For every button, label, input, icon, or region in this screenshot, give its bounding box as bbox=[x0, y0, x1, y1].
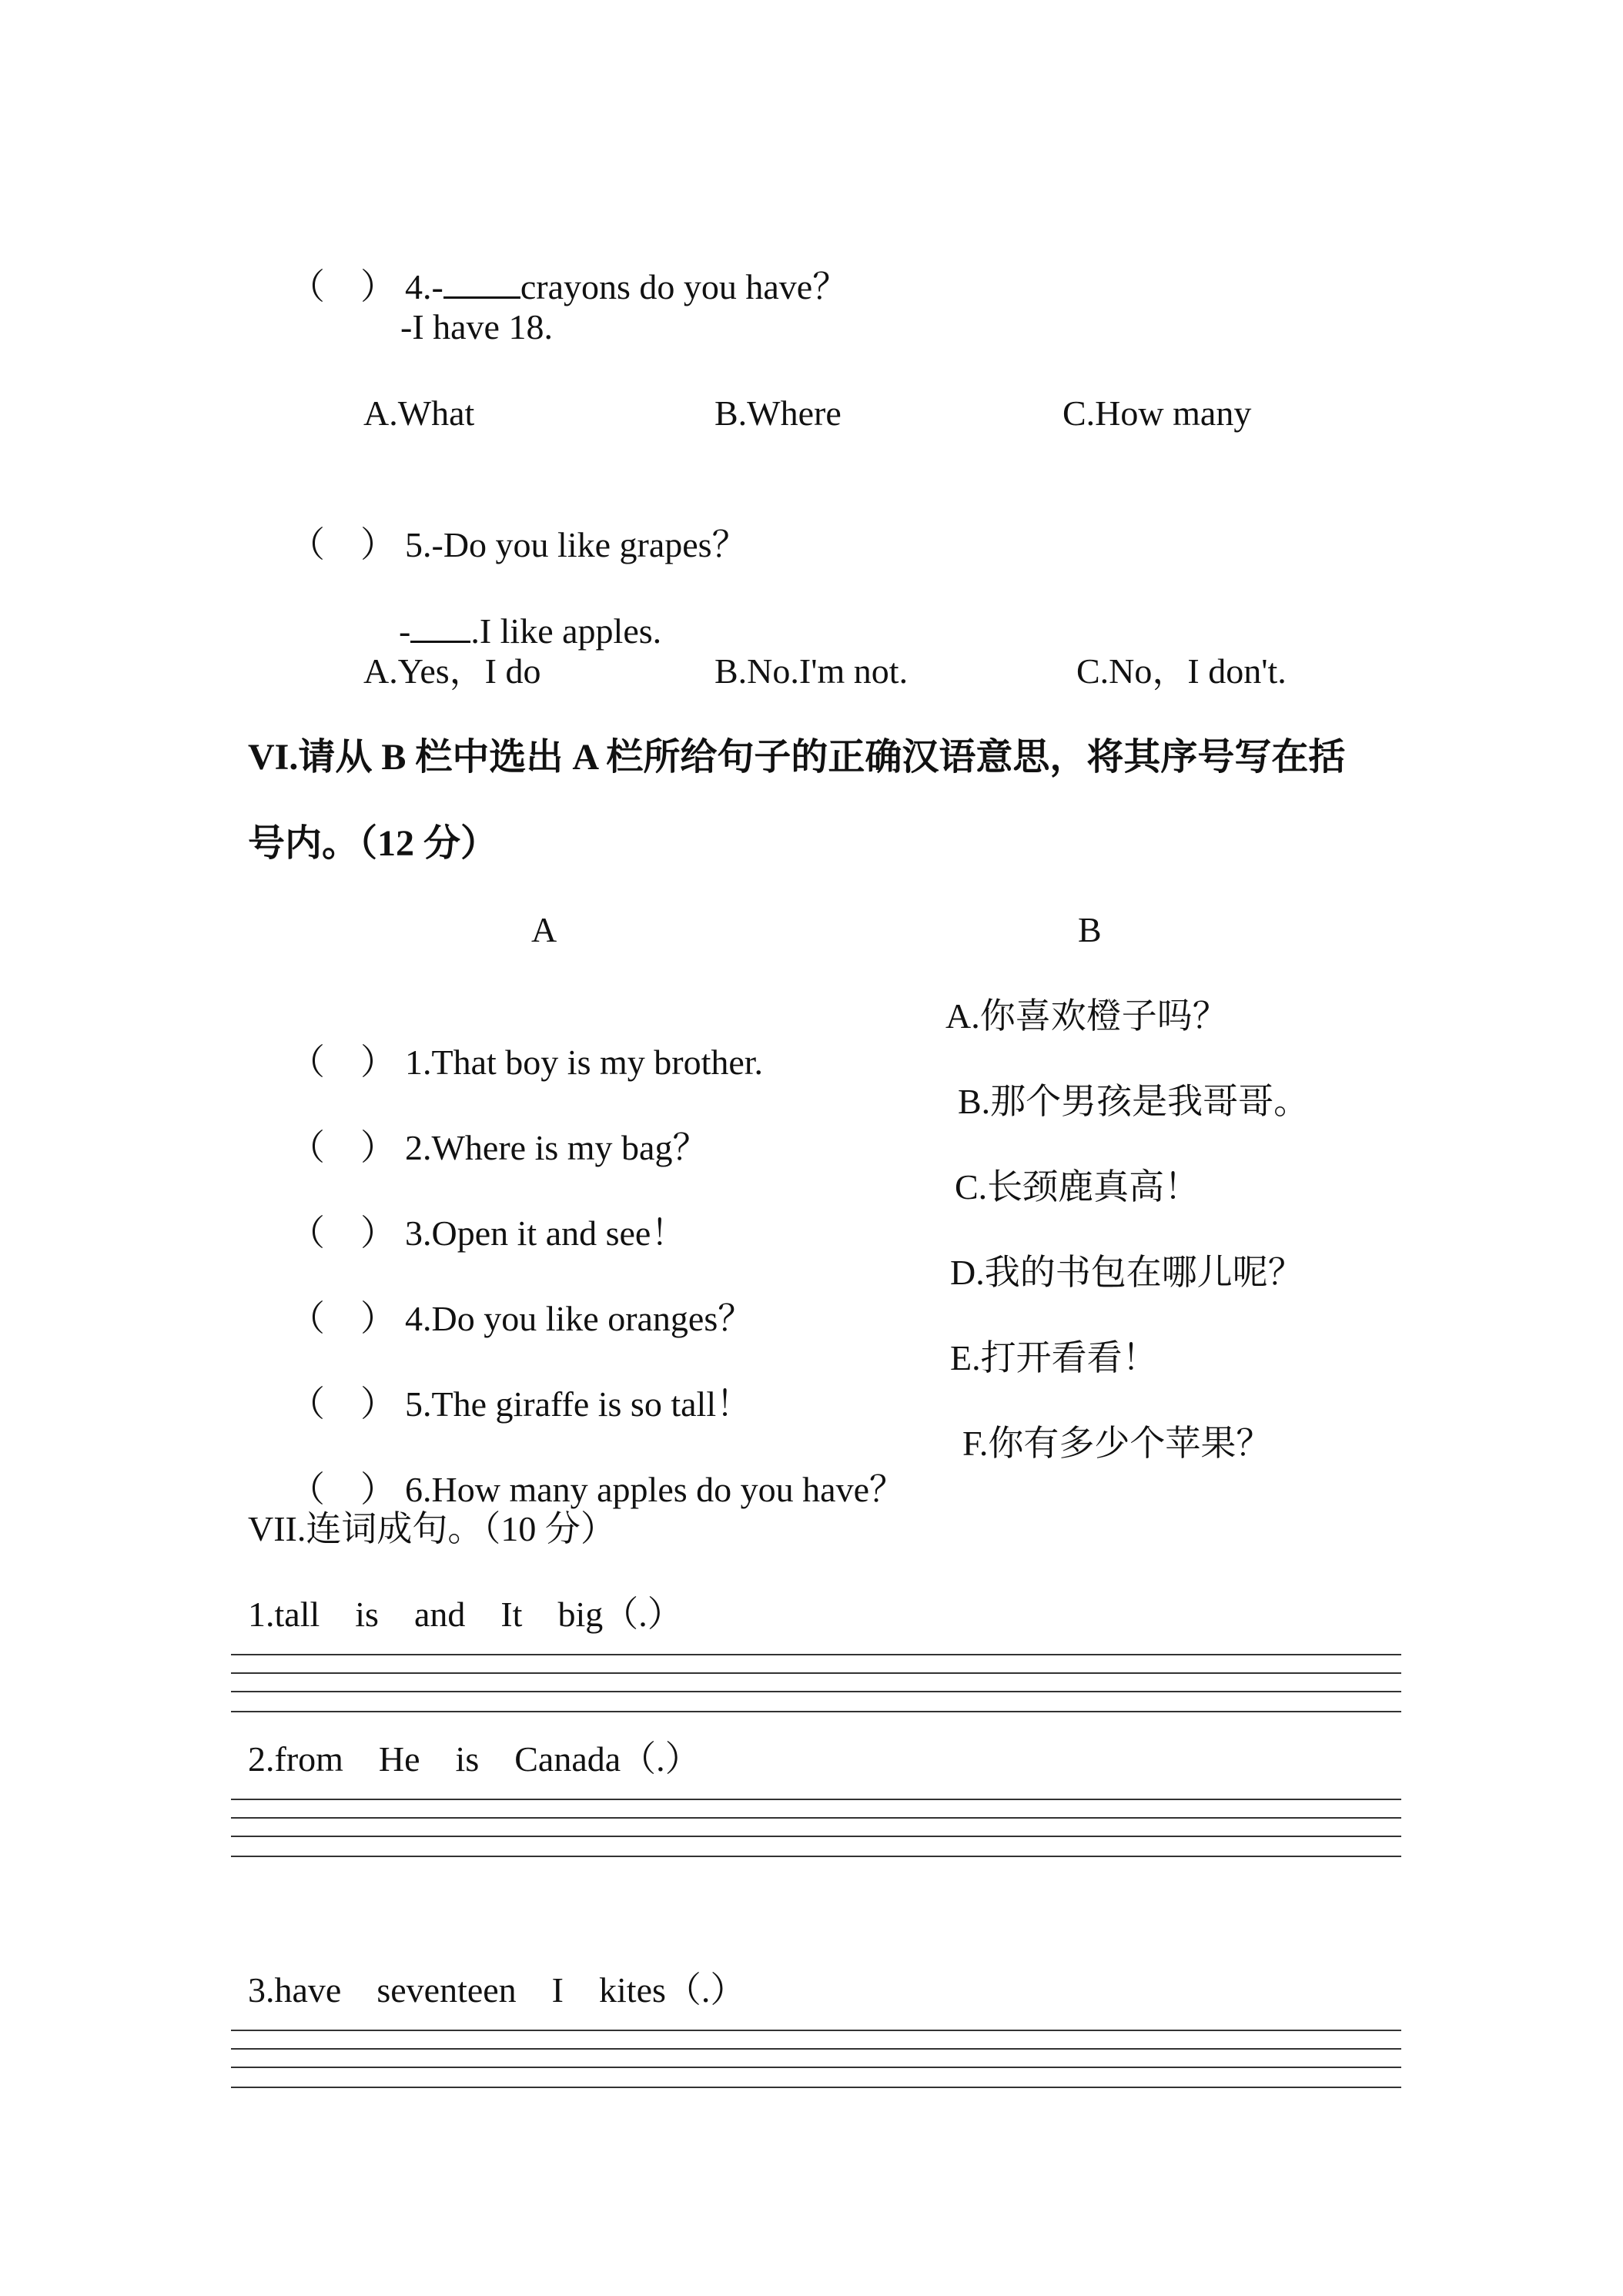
match-b-3: C.长颈鹿真高！ bbox=[955, 1167, 1200, 1207]
writing-line bbox=[231, 1799, 1401, 1800]
match-b-1: A.你喜欢橙子吗？ bbox=[945, 996, 1228, 1036]
sentence-scramble-3: 3.have seventeen I kites（.） bbox=[248, 1970, 746, 2010]
q4-option-b: B.Where bbox=[714, 393, 842, 433]
writing-line bbox=[231, 1654, 1401, 1655]
fill-blank[interactable] bbox=[410, 611, 470, 643]
answer-paren[interactable]: （ ） bbox=[289, 267, 396, 306]
answer-paren[interactable]: （ ） bbox=[289, 1384, 396, 1424]
sentence-a: 1.That boy is my brother. bbox=[405, 1043, 764, 1082]
match-b-2: B.那个男孩是我哥哥。 bbox=[958, 1082, 1310, 1121]
q5-answer-suffix: .I like apples. bbox=[470, 611, 662, 651]
section6-title-line2: 号内。（12 分） bbox=[248, 823, 498, 864]
q5-answer-prefix: - bbox=[399, 611, 411, 651]
q4-prefix: 4.- bbox=[405, 267, 443, 306]
match-b-4: D.我的书包在哪儿呢？ bbox=[950, 1253, 1303, 1292]
answer-paren[interactable]: （ ） bbox=[289, 1128, 396, 1167]
q4-answer: -I have 18. bbox=[400, 307, 553, 346]
sentence-scramble-2: 2.from He is Canada（.） bbox=[248, 1739, 701, 1779]
sentence-a: 5.The giraffe is so tall！ bbox=[405, 1384, 752, 1424]
sentence-a: 3.Open it and see！ bbox=[405, 1213, 687, 1253]
answer-paren[interactable]: （ ） bbox=[289, 1299, 396, 1338]
q5-option-c: C.No，I don't. bbox=[1076, 651, 1287, 691]
sentence-scramble-1: 1.tall is and It big（.） bbox=[248, 1595, 683, 1634]
fill-blank[interactable] bbox=[443, 267, 520, 299]
section7-title: VII.连词成句。（10 分） bbox=[248, 1509, 616, 1548]
answer-paren[interactable]: （ ） bbox=[289, 1470, 396, 1509]
answer-paren[interactable]: （ ） bbox=[289, 525, 396, 564]
sentence-a: 2.Where is my bag？ bbox=[405, 1128, 708, 1167]
q5-option-a: A.Yes，I do bbox=[363, 651, 541, 691]
q4-suffix: crayons do you have？ bbox=[520, 267, 848, 306]
writing-line bbox=[231, 1836, 1401, 1837]
column-b-header: B bbox=[1078, 910, 1102, 949]
q4-option-c: C.How many bbox=[1062, 393, 1252, 433]
writing-line bbox=[231, 2067, 1401, 2068]
q4-option-a: A.What bbox=[363, 393, 475, 433]
writing-line bbox=[231, 2048, 1401, 2050]
writing-line bbox=[231, 1856, 1401, 1857]
writing-line bbox=[231, 1672, 1401, 1674]
writing-line bbox=[231, 2087, 1401, 2088]
sentence-a: 4.Do you like oranges？ bbox=[405, 1299, 754, 1338]
sentence-a: 6.How many apples do you have？ bbox=[405, 1470, 905, 1509]
q5-text: 5.-Do you like grapes？ bbox=[405, 525, 748, 564]
writing-line bbox=[231, 1691, 1401, 1692]
section6-title-line1: VI.请从 B 栏中选出 A 栏所给句子的正确汉语意思，将其序号写在括 bbox=[248, 737, 1346, 778]
q5-option-b: B.No.I'm not. bbox=[714, 651, 909, 691]
writing-line bbox=[231, 1817, 1401, 1819]
answer-paren[interactable]: （ ） bbox=[289, 1043, 396, 1082]
answer-paren[interactable]: （ ） bbox=[289, 1213, 396, 1253]
match-b-6: F.你有多少个苹果？ bbox=[962, 1424, 1272, 1463]
column-a-header: A bbox=[531, 910, 557, 949]
writing-line bbox=[231, 1711, 1401, 1712]
writing-line bbox=[231, 2030, 1401, 2031]
match-b-5: E.打开看看！ bbox=[950, 1338, 1158, 1377]
